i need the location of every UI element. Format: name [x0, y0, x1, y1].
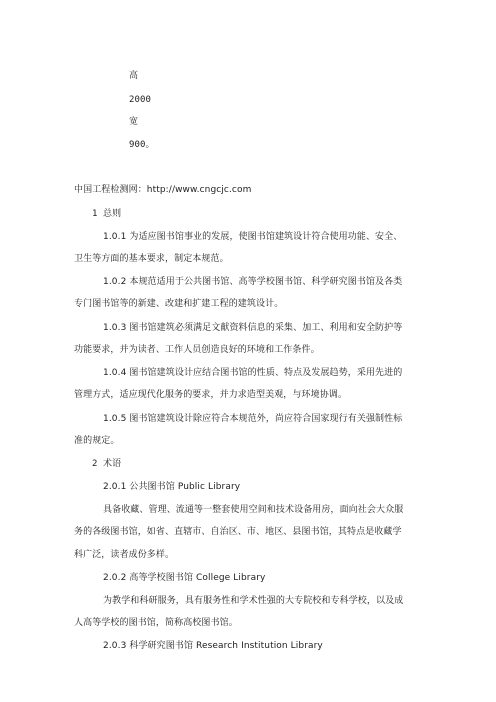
paragraph-line: 专门图书馆等的新建、改建和扩建工程的建筑设计。: [74, 299, 284, 309]
top-line: 2000: [129, 95, 152, 105]
section-heading: 2 术语: [92, 459, 122, 469]
paragraph-line: 准的规定。: [74, 436, 120, 446]
paragraph-line: 人高等学校的图书馆，简称高校图书馆。: [74, 618, 238, 628]
paragraph-line: 1.0.3 图书馆建筑必须满足文献资料信息的采集、加工、利用和安全防护等: [103, 323, 403, 333]
paragraph-line: 1.0.1 为适应图书馆事业的发展，使图书馆建筑设计符合使用功能、安全、: [103, 232, 403, 242]
paragraph-line: 卫生等方面的基本要求，制定本规范。: [74, 254, 229, 264]
top-line: 高: [129, 71, 139, 81]
section-heading: 1 总则: [92, 209, 122, 219]
paragraph-line: 功能要求，并为读者、工作人员创造良好的环境和工作条件。: [74, 345, 320, 355]
term-heading: 2.0.2 高等学校图书馆 College Library: [103, 573, 266, 583]
paragraph-line: 为教学和科研服务，具有服务性和学术性强的大专院校和专科学校，以及成: [103, 596, 404, 606]
top-line: 900。: [129, 140, 155, 150]
paragraph-line: 务的各级图书馆，如省、直辖市、自治区、市、地区、县图书馆，其特点是收藏学: [74, 527, 402, 537]
term-heading: 2.0.1 公共图书馆 Public Library: [103, 482, 241, 492]
paragraph-line: 管理方式，适应现代化服务的要求，并力求造型美观，与环境协调。: [74, 390, 348, 400]
top-line: 宽: [129, 117, 139, 127]
paragraph-line: 科广泛，读者成份多样。: [74, 550, 175, 560]
paragraph-line: 1.0.5 图书馆建筑设计除应符合本规范外，尚应符合国家现行有关强制性标: [103, 414, 403, 424]
paragraph-line: 具备收藏、管理、流通等一整套使用空间和技术设备用房，面向社会大众服: [103, 505, 404, 515]
paragraph-line: 1.0.2 本规范适用于公共图书馆、高等学校图书馆、科学研究图书馆及各类: [103, 277, 403, 287]
source-line: 中国工程检测网：http://www.cngcjc.com: [74, 185, 252, 195]
paragraph-line: 1.0.4 图书馆建筑设计应结合图书馆的性质、特点及发展趋势，采用先进的: [103, 368, 403, 378]
term-heading: 2.0.3 科学研究图书馆 Research Institution Library: [103, 641, 323, 651]
